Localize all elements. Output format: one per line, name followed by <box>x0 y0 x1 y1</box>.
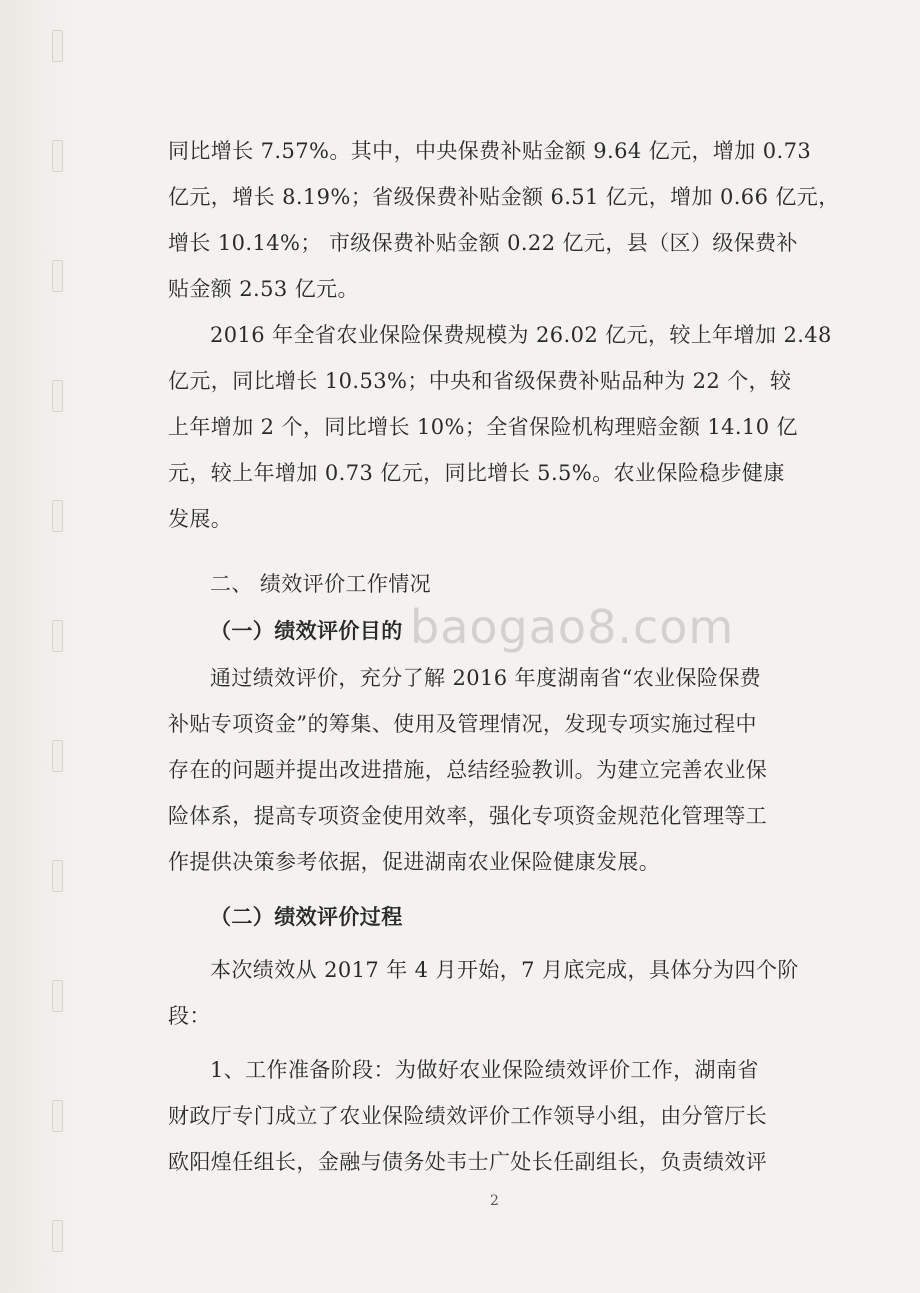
paragraph-line: 存在的问题并提出改进措施，总结经验教训。为建立完善农业保 <box>168 758 768 782</box>
binding-hole <box>52 500 63 532</box>
paragraph-line: 发展。 <box>168 507 233 531</box>
subsection-heading: （一）绩效评价目的 <box>210 618 403 643</box>
paragraph-line: 元，较上年增加 0.73 亿元，同比增长 5.5%。农业保险稳步健康 <box>168 461 785 485</box>
binding-hole <box>52 380 63 412</box>
paragraph-line: 通过绩效评价，充分了解 2016 年度湖南省“农业保险保费 <box>210 666 762 690</box>
paragraph-line: 上年增加 2 个，同比增长 10%；全省保险机构理赔金额 14.10 亿 <box>168 415 798 439</box>
paragraph-line: 欧阳煌任组长，金融与债务处韦士广处长任副组长，负责绩效评 <box>168 1150 768 1174</box>
binding-hole <box>52 620 63 652</box>
binding-hole <box>52 1100 63 1132</box>
paragraph-line: 财政厅专门成立了农业保险绩效评价工作领导小组，由分管厅长 <box>168 1104 768 1128</box>
paragraph-line: 1、工作准备阶段：为做好农业保险绩效评价工作，湖南省 <box>210 1058 759 1082</box>
paragraph-line: 本次绩效从 2017 年 4 月开始，7 月底完成，具体分为四个阶 <box>210 958 799 982</box>
paragraph-line: 增长 10.14%； 市级保费补贴金额 0.22 亿元，县（区）级保费补 <box>168 231 798 255</box>
paragraph-line: 同比增长 7.57%。其中，中央保费补贴金额 9.64 亿元，增加 0.73 <box>168 139 812 163</box>
paragraph-line: 贴金额 2.53 亿元。 <box>168 277 359 301</box>
binding-hole <box>52 30 63 62</box>
binding-hole <box>52 260 63 292</box>
binding-hole <box>52 140 63 172</box>
subsection-heading: （二）绩效评价过程 <box>210 904 403 929</box>
paragraph-line: 2016 年全省农业保险保费规模为 26.02 亿元，较上年增加 2.48 <box>210 323 832 347</box>
binding-margin <box>0 0 80 1293</box>
binding-hole <box>52 740 63 772</box>
page-number: 2 <box>490 1193 499 1209</box>
binding-hole <box>52 980 63 1012</box>
binding-hole <box>52 1220 63 1252</box>
paragraph-line: 作提供决策参考依据，促进湖南农业保险健康发展。 <box>168 850 661 874</box>
paragraph-line: 亿元，同比增长 10.53%；中央和省级保费补贴品种为 22 个，较 <box>168 369 792 393</box>
section-heading: 二、 绩效评价工作情况 <box>210 572 432 596</box>
paragraph-line: 段： <box>168 1004 211 1028</box>
paragraph-line: 补贴专项资金”的筹集、使用及管理情况，发现专项实施过程中 <box>168 712 757 736</box>
binding-hole <box>52 860 63 892</box>
watermark-text: baogao8.com <box>410 600 735 654</box>
paragraph-line: 亿元，增长 8.19%；省级保费补贴金额 6.51 亿元，增加 0.66 亿元， <box>168 185 840 209</box>
paragraph-line: 险体系，提高专项资金使用效率，强化专项资金规范化管理等工 <box>168 804 768 828</box>
